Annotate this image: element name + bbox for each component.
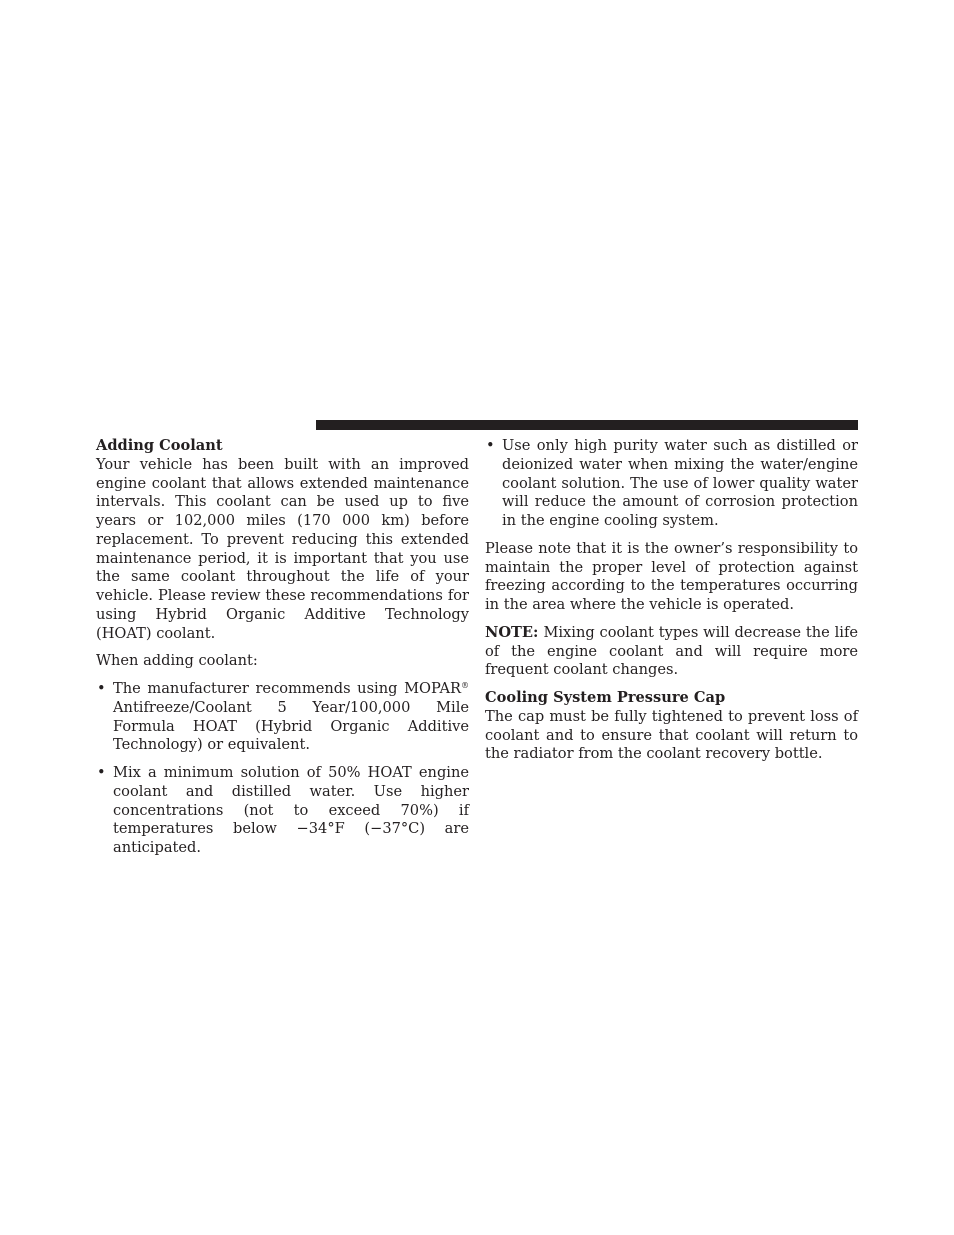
adding-coolant-intro: Your vehicle has been built with an improved engine coolant that allows extended maintenance intervals. This coolant can be used up to five years or 102,000 miles (170 000 km) before replacement. To prevent reducing this extended maintenance period, it is important that you use the same coolant throughout the life of your vehicle. Please review these recommendations for using Hybrid Organic Additive Technology (HOAT) coolant. (96, 455, 469, 642)
pressure-cap-heading: Cooling System Pressure Cap (485, 689, 726, 706)
list-item (96, 680, 469, 755)
right-column (485, 437, 858, 773)
bullet-icon: • (97, 680, 106, 697)
bullet-text-mix: Mix a minimum solution of 50% HOAT engine coolant and distilled water. Use higher concentrations (not to exceed 70%) if temperatures below −34°F (−37°C) are anticipated. (113, 764, 469, 856)
responsibility-paragraph: Please note that it is the owner’s responsibility to maintain the proper level of protection against freezing according to the temperatures occurring in the area where the vehicle is operated. (485, 539, 858, 613)
water-bullet-list (485, 437, 858, 531)
bullet-icon: • (97, 764, 106, 781)
pressure-cap-text: The cap must be fully tightened to prevent loss of coolant and to ensure that coolant will return to the radiator from the coolant recovery bottle. (485, 707, 858, 763)
bullet-text-mopar-post: Antifreeze/Coolant 5 Year/100,000 Mile Formula HOAT (Hybrid Organic Additive Technology) or equivalent. (113, 698, 469, 754)
registered-mark: ® (461, 681, 469, 690)
note-label: NOTE: (485, 623, 539, 641)
bullet-icon: • (486, 437, 495, 454)
when-adding-text: When adding coolant: (96, 652, 258, 670)
bullet-text-mopar-pre: The manufacturer recommends using MOPAR (113, 680, 461, 697)
coolant-bullet-list (96, 680, 469, 858)
left-column (96, 437, 469, 867)
note-paragraph (485, 624, 858, 680)
note-text: Mixing coolant types will decrease the life of the engine coolant and will require more frequent coolant changes. (485, 623, 858, 679)
bullet-text-water: Use only high purity water such as distilled or deionized water when mixing the water/engine coolant solution. The use of lower quality water will reduce the amount of corrosion protection in the engine cooling system. (502, 437, 858, 529)
adding-coolant-heading: Adding Coolant (96, 437, 223, 454)
list-item (485, 437, 858, 531)
list-item (96, 764, 469, 858)
section-header-rule (316, 420, 858, 430)
